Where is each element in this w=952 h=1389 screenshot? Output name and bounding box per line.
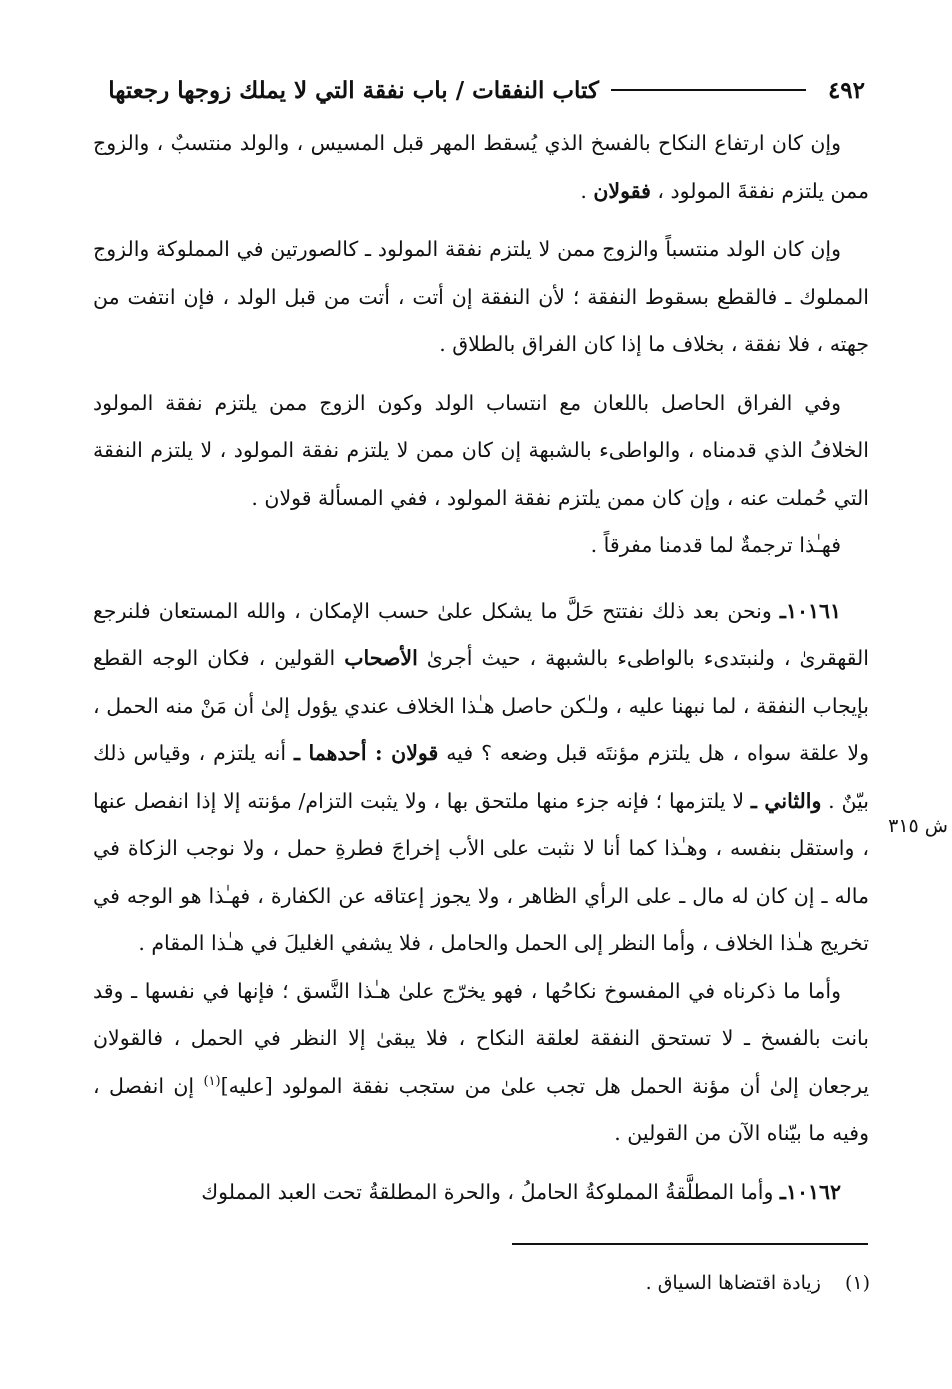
paragraph-text: ونحن بعد ذلك نفتتح حَلَّ ما يشكل علىٰ حسب الإمكان ، والله المستعان فلنرجع القهقرىٰ ، ولنبتدىء بالواطىء بالشبهة ، حيث أجرىٰ	[93, 598, 869, 670]
paragraph	[93, 968, 869, 1158]
footnote-number: (١)	[844, 1272, 870, 1294]
paragraph	[93, 522, 869, 570]
section-number: ١٠١٦٢ـ	[779, 1179, 841, 1204]
header-rule	[611, 89, 806, 91]
paragraph-tail: لا يلتزمها ؛ فإنه جزء منها ملتحق بها ، ولا يثبت التزام/ مؤنته إلا إذا انفصل عنها ، واستقل بنفسه ، وهـٰذا كما أنا لا نثبت على الأب إخراجَ فطرةِ حمل ، ولا نوجب الزكاة في ماله ـ إن كان له مال ـ على الرأي الظاهر ، ولا يجوز إعتاقه عن الكفارة ، فهـٰذا هو الوجه في تخريج هـٰذا الخلاف ، وأما النظر إلى الحمل والحامل ، فلا يشفي الغليلَ في هـٰذا المقام .	[93, 788, 869, 955]
margin-note: ش ٣١٥	[888, 815, 948, 837]
bold-term: فقولان	[593, 178, 651, 203]
paragraph-text: وفي الفراق الحاصل باللعان مع انتساب الولد وكون الزوج ممن يلتزم نفقة المولود الخلافُ الذي قدمناه ، والواطىء بالشبهة إن كان ممن لا يلتزم نفقة المولود ، لا يلتزم النفقة التي حُملت عنه ، وإن كان ممن يلتزم نفقة المولود ، ففي المسألة قولان .	[93, 390, 869, 510]
paragraph-text: فهـٰذا ترجمةٌ لما قدمنا مفرقاً .	[590, 533, 841, 557]
paragraph-tail: أنه يلتزم ، وقياس ذلك بيّنٌ .	[93, 741, 869, 813]
paragraph	[93, 120, 869, 215]
paragraph-text: وإن كان الولد منتسباً والزوج ممن لا يلتزم نفقة المولود ـ كالصورتين في المملوكة والزوج المملوك ـ فالقطع بسقوط النفقة ؛ لأن النفقة إن أتت ، أتت من قبل الولد ، فإن انتفت من جهته ، فلا نفقة ، بخلاف ما إذا كان الفراق بالطلاق .	[93, 237, 869, 356]
paragraph	[93, 380, 869, 523]
bold-term: الأصحاب	[344, 646, 418, 670]
section-number: ١٠١٦١ـ	[779, 598, 841, 623]
bold-term: قولان : أحدهما ـ	[293, 741, 439, 765]
footnote	[95, 1268, 870, 1298]
paragraph	[93, 1169, 869, 1217]
paragraph-text: وأما ما ذكرناه في المفسوخ نكاحُها ، فهو يخرّج علىٰ هـٰذا النَّسق ؛ فإنها في نفسها ـ وقد بانت بالفسخ ـ لا تستحق النفقة لعلقة النكاح ، فلا يبقىٰ إلا النظر في الحمل ، فالقولان يرجعان إلىٰ أن مؤنة الحمل هل تجب علىٰ من ستجب نفقة المولود [عليه]	[93, 978, 869, 1098]
paragraph	[93, 588, 869, 968]
paragraph-text: وأما المطلَّقةُ المملوكةُ الحاملُ ، والحرة المطلقةُ تحت العبد المملوك	[201, 1179, 780, 1204]
paragraph-text: وإن كان ارتفاع النكاح بالفسخ الذي يُسقط المهر قبل المسيس ، والولد منتسبٌ ، والزوج ممن يلتزم نفقةَ المولود ،	[93, 131, 869, 203]
body-text	[93, 120, 869, 1216]
paragraph-tail: إن انفصل ، وفيه ما بيّناه الآن من القولين .	[93, 1073, 869, 1145]
running-header	[95, 70, 865, 110]
footnote-marker: (١)	[203, 1073, 221, 1089]
header-title: كتاب النفقات / باب نفقة التي لا يملك زوجها رجعتها	[108, 76, 599, 104]
bold-term: والثاني ـ	[750, 788, 822, 813]
footnote-rule	[512, 1243, 868, 1245]
paragraph-tail: القولين ، فكان الوجه القطع بإيجاب النفقة ، لما نبهنا عليه ، ولـٰكن حاصل هـٰذا الخلاف عندي يؤول إلىٰ أن مَنْ منه الحمل ، ولا علقة سواه ، هل يلتزم مؤنتَه قبل وضعه ؟ فيه	[93, 646, 869, 765]
footnote-text: زيادة اقتضاها السياق .	[645, 1272, 821, 1294]
page-number: ٤٩٢	[827, 76, 865, 104]
paragraph	[93, 226, 869, 369]
paragraph-tail: .	[580, 178, 594, 203]
